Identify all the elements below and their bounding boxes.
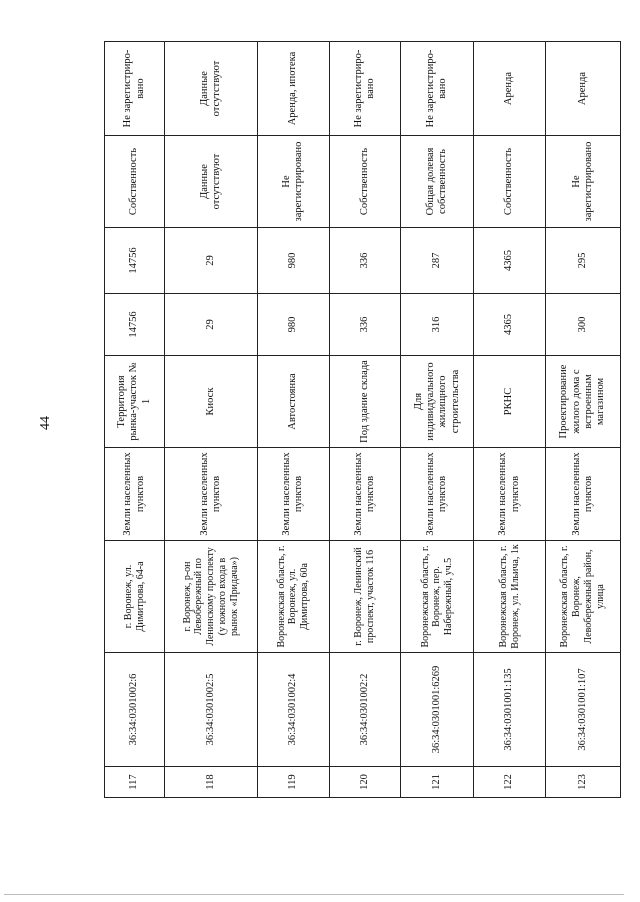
land-category-cell: Земли населенных пунктов [546, 448, 621, 541]
table-row [257, 42, 329, 798]
address-cell: Воронежская область, г. Воронеж, Левобережный район, улица [546, 541, 621, 653]
table-row [401, 42, 474, 798]
permitted-use-cell: Территория рынка-участок № 1 [105, 356, 165, 448]
area-documented-cell: 300 [546, 294, 621, 356]
right-type-cell: Не зарегистрировано [546, 136, 621, 228]
cadastral-number-cell: 36:34:0301002:4 [257, 653, 329, 767]
area-registered-cell: 980 [257, 228, 329, 294]
encumbrance-cell: Аренда, ипотека [257, 42, 329, 136]
cadastral-number-cell: 36:34:0301001:135 [474, 653, 546, 767]
address-cell: г. Воронеж, ул. Димитрова, 64-а [105, 541, 165, 653]
table-row [474, 42, 546, 798]
permitted-use-cell: Для индивидуального жилищного строительства [401, 356, 474, 448]
row-number-cell: 118 [165, 767, 258, 798]
encumbrance-cell: Аренда [546, 42, 621, 136]
right-type-cell: Не зарегистрировано [257, 136, 329, 228]
area-documented-cell: 336 [329, 294, 401, 356]
area-registered-cell: 4365 [474, 228, 546, 294]
area-registered-cell: 29 [165, 228, 258, 294]
cadastral-number-cell: 36:34:0301001:6269 [401, 653, 474, 767]
right-type-cell: Собственность [105, 136, 165, 228]
area-registered-cell: 295 [546, 228, 621, 294]
permitted-use-cell: Автостоянка [257, 356, 329, 448]
encumbrance-cell: Не зарегистриро-вано [401, 42, 474, 136]
table-row [546, 42, 621, 798]
encumbrance-cell: Не зарегистриро-вано [329, 42, 401, 136]
encumbrance-cell: Не зарегистриро-вано [105, 42, 165, 136]
cadastral-number-cell: 36:34:0301002:5 [165, 653, 258, 767]
address-cell: Воронежская область, г. Воронеж, ул. Димитрова, 60а [257, 541, 329, 653]
area-documented-cell: 4365 [474, 294, 546, 356]
right-type-cell: Собственность [329, 136, 401, 228]
registry-table-container [104, 42, 621, 798]
area-documented-cell: 14756 [105, 294, 165, 356]
address-cell: Воронежская область, г. Воронеж, пер. Набережный, уч.5 [401, 541, 474, 653]
address-cell: г. Воронеж, р-он Левобережный по Ленинскому проспекту (у южного входа в рынок «Придача») [165, 541, 258, 653]
bottom-rule [4, 894, 624, 895]
row-number-cell: 120 [329, 767, 401, 798]
area-documented-cell: 980 [257, 294, 329, 356]
area-registered-cell: 287 [401, 228, 474, 294]
encumbrance-cell: Аренда [474, 42, 546, 136]
area-documented-cell: 316 [401, 294, 474, 356]
land-category-cell: Земли населенных пунктов [165, 448, 258, 541]
land-category-cell: Земли населенных пунктов [105, 448, 165, 541]
encumbrance-cell: Данные отсутствуют [165, 42, 258, 136]
cadastral-number-cell: 36:34:0301002:2 [329, 653, 401, 767]
permitted-use-cell: Под здание склада [329, 356, 401, 448]
address-cell: г. Воронеж, Ленинский проспект, участок 116 [329, 541, 401, 653]
cadastral-number-cell: 36:34:0301001:107 [546, 653, 621, 767]
permitted-use-cell: РКНС [474, 356, 546, 448]
row-number-cell: 123 [546, 767, 621, 798]
row-number-cell: 117 [105, 767, 165, 798]
area-registered-cell: 14756 [105, 228, 165, 294]
area-registered-cell: 336 [329, 228, 401, 294]
right-type-cell: Общая долевая собственность [401, 136, 474, 228]
row-number-cell: 122 [474, 767, 546, 798]
right-type-cell: Данные отсутствуют [165, 136, 258, 228]
area-documented-cell: 29 [165, 294, 258, 356]
row-number-cell: 119 [257, 767, 329, 798]
row-number-cell: 121 [401, 767, 474, 798]
land-category-cell: Земли населенных пунктов [401, 448, 474, 541]
address-cell: Воронежская область, г. Воронеж, ул. Ильича, 1к [474, 541, 546, 653]
table-row [105, 42, 165, 798]
table-row [329, 42, 401, 798]
table-row [165, 42, 258, 798]
land-category-cell: Земли населенных пунктов [329, 448, 401, 541]
land-category-cell: Земли населенных пунктов [474, 448, 546, 541]
right-type-cell: Собственность [474, 136, 546, 228]
permitted-use-cell: Киоск [165, 356, 258, 448]
cadastral-number-cell: 36:34:0301002:6 [105, 653, 165, 767]
land-category-cell: Земли населенных пунктов [257, 448, 329, 541]
land-registry-table [104, 41, 621, 798]
permitted-use-cell: Проектирование жилого дома с встроенным магазином [546, 356, 621, 448]
page-number: 44 [38, 416, 53, 430]
